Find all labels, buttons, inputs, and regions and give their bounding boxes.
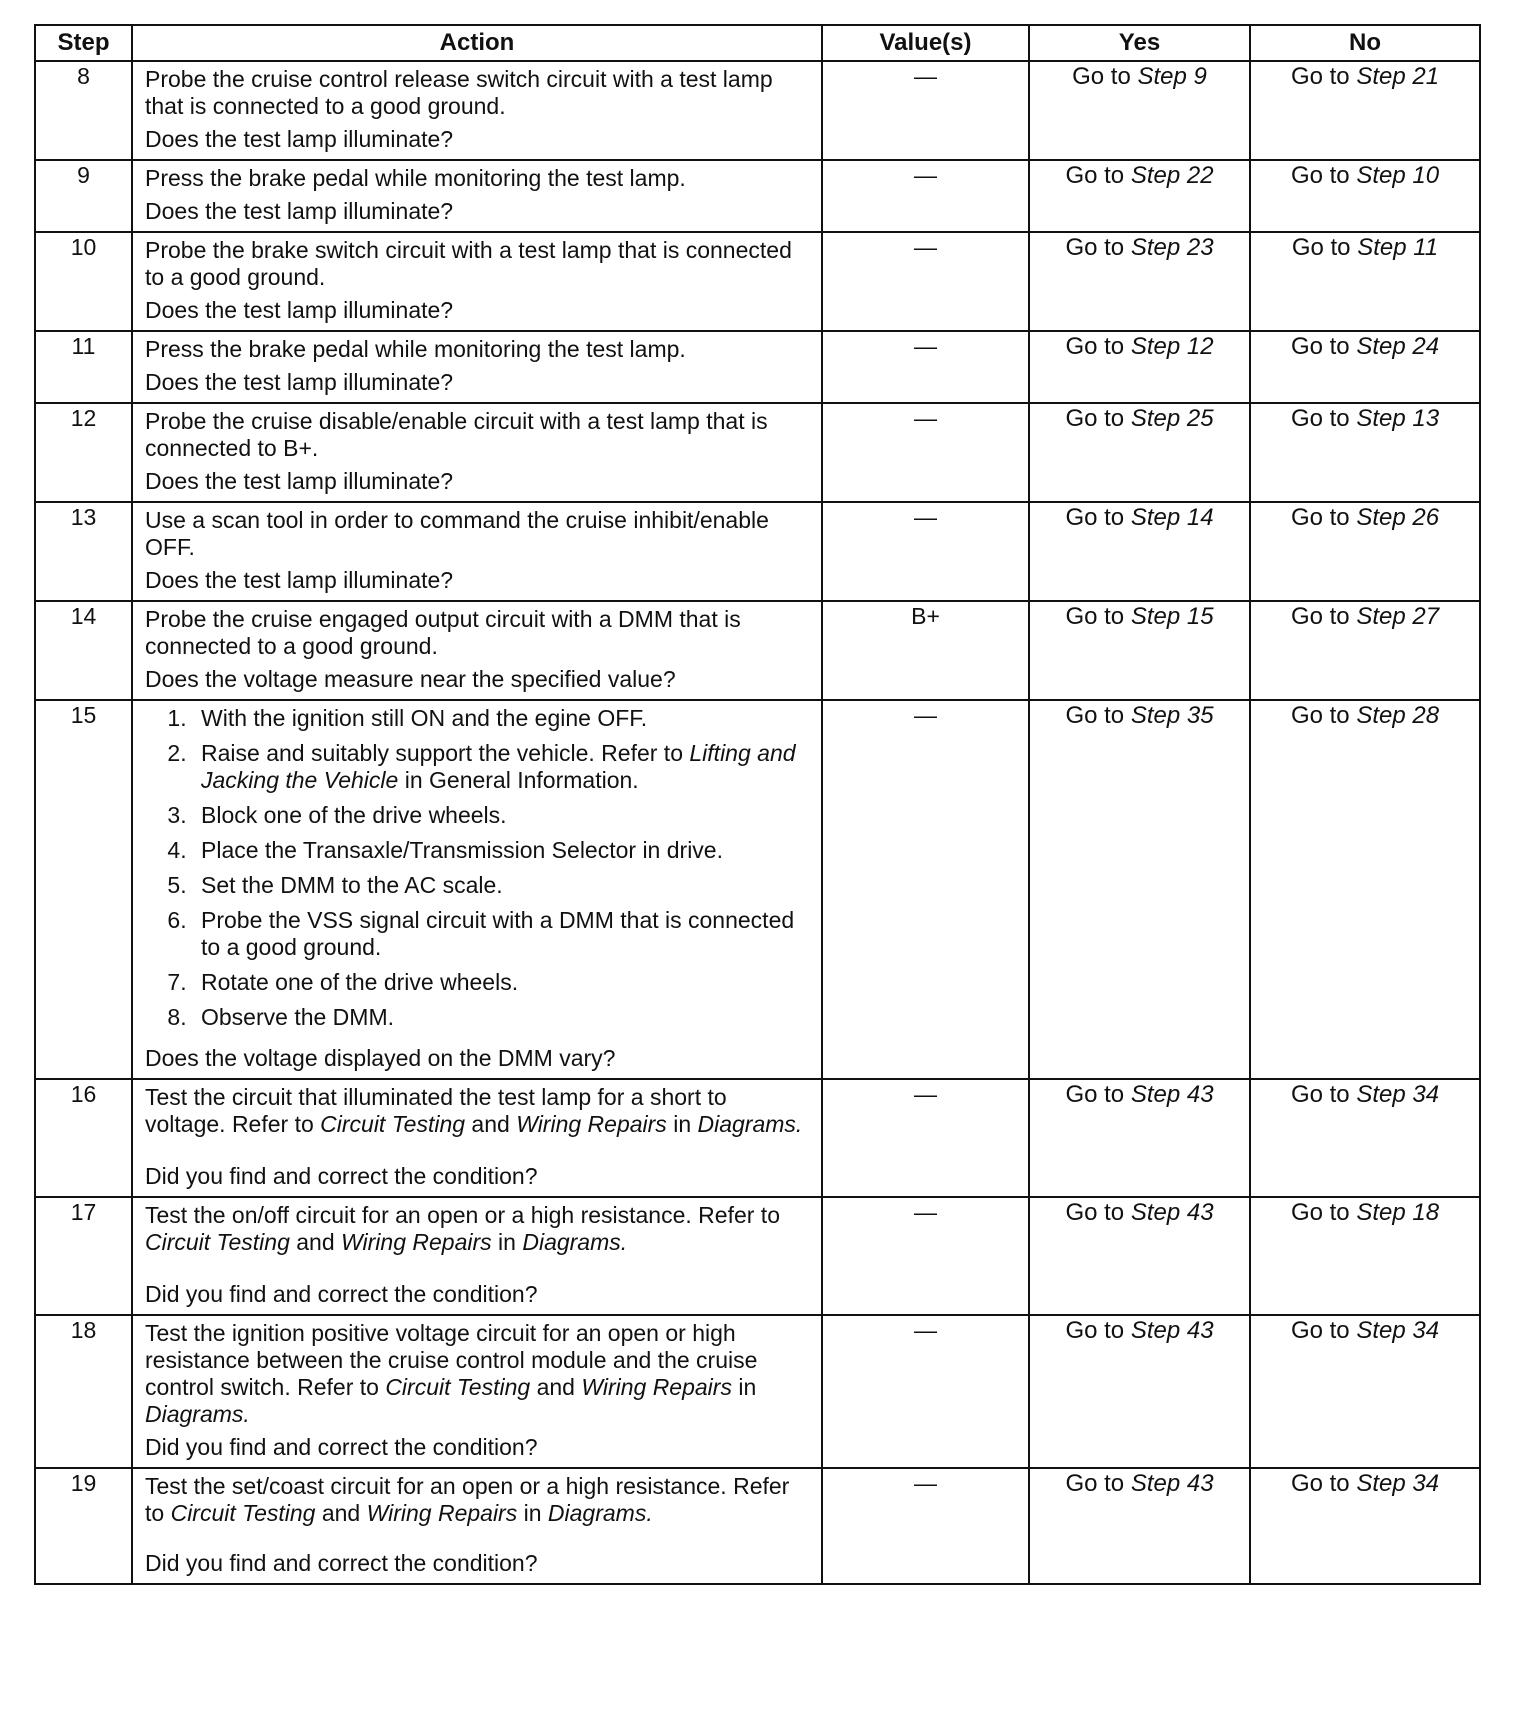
action-text: Rotate one of the drive wheels. [201, 969, 519, 995]
no-step-ref: Step 10 [1356, 162, 1440, 189]
reference-link-text: Circuit Testing [385, 1374, 531, 1400]
go-to-label: Go to [1290, 1199, 1350, 1226]
action-content [145, 336, 813, 396]
no-step-ref: Step 11 [1357, 234, 1439, 261]
action-cell [132, 1197, 822, 1315]
yes-result [1029, 61, 1250, 160]
go-to-label: Go to [1065, 1470, 1125, 1497]
yes-step-ref: Step 12 [1130, 333, 1214, 360]
table-row [35, 1315, 1480, 1468]
no-step-ref: Step 24 [1356, 333, 1440, 360]
table-row [35, 403, 1480, 502]
action-paragraph [145, 507, 813, 561]
no-step-ref: Step 27 [1356, 603, 1440, 630]
action-description [145, 606, 813, 660]
yes-result [1029, 1079, 1250, 1197]
no-result [1250, 601, 1480, 700]
step-number: 12 [35, 403, 132, 502]
yes-result [1029, 502, 1250, 601]
reference-link-text: Wiring Repairs [581, 1374, 732, 1400]
reference-link-text: Diagrams. [697, 1111, 803, 1137]
value-cell: — [822, 700, 1029, 1079]
go-to-label: Go to [1290, 504, 1350, 531]
go-to-label: Go to [1065, 1081, 1125, 1108]
action-cell [132, 502, 822, 601]
yes-step-ref: Step 14 [1130, 504, 1214, 531]
action-description [145, 165, 813, 192]
yes-step-ref: Step 43 [1130, 1317, 1214, 1344]
action-text: Test the ignition positive voltage circuit for an open or high resistance between the cruise control module and the cruise control switch. Refer to [145, 1320, 758, 1400]
action-text: Probe the VSS signal circuit with a DMM that is connected to a good ground. [201, 907, 795, 960]
action-text: in [517, 1500, 548, 1526]
table-row [35, 502, 1480, 601]
table-row [35, 1468, 1480, 1584]
action-cell [132, 1468, 822, 1584]
action-question: Did you find and correct the condition? [145, 1434, 538, 1460]
step-number: 17 [35, 1197, 132, 1315]
yes-result [1029, 160, 1250, 232]
substep-item [193, 1004, 813, 1031]
yes-step-ref: Step 9 [1137, 63, 1207, 90]
go-to-label: Go to [1065, 1199, 1125, 1226]
action-cell [132, 61, 822, 160]
action-paragraph [145, 1320, 813, 1428]
action-text: Block one of the drive wheels. [201, 802, 507, 828]
action-text: Press the brake pedal while monitoring the test lamp. [145, 165, 686, 191]
action-content [145, 408, 813, 495]
action-question: Does the test lamp illuminate? [145, 126, 454, 152]
action-description [145, 1202, 813, 1256]
yes-step-ref: Step 23 [1130, 234, 1214, 261]
go-to-label: Go to [1290, 333, 1350, 360]
table-row [35, 232, 1480, 331]
go-to-label: Go to [1291, 234, 1351, 261]
go-to-label: Go to [1290, 63, 1350, 90]
no-result [1250, 160, 1480, 232]
step-number: 16 [35, 1079, 132, 1197]
action-text: Set the DMM to the AC scale. [201, 872, 503, 898]
reference-link-text: Diagrams. [547, 1500, 653, 1526]
header-no: No [1250, 25, 1480, 61]
action-content [145, 66, 813, 153]
action-text: and [465, 1111, 517, 1137]
table-row [35, 700, 1480, 1079]
value-cell: — [822, 502, 1029, 601]
go-to-label: Go to [1072, 63, 1131, 90]
no-step-ref: Step 18 [1356, 1199, 1440, 1226]
action-content [145, 1473, 813, 1577]
action-text: Test the on/off circuit for an open or a high resistance. Refer to [145, 1202, 780, 1228]
no-step-ref: Step 34 [1356, 1317, 1440, 1344]
action-text: Probe the cruise control release switch circuit with a test lamp that is connected to a good ground. [145, 66, 773, 119]
action-text: in [491, 1229, 523, 1255]
no-result [1250, 61, 1480, 160]
substep-list [145, 705, 813, 1031]
go-to-label: Go to [1065, 702, 1125, 729]
step-number: 15 [35, 700, 132, 1079]
substep-item [193, 969, 813, 996]
action-text: Press the brake pedal while monitoring the test lamp. [145, 336, 686, 362]
yes-step-ref: Step 35 [1130, 702, 1214, 729]
header-action: Action [132, 25, 822, 61]
value-cell: — [822, 1079, 1029, 1197]
no-step-ref: Step 34 [1356, 1470, 1440, 1497]
action-cell [132, 700, 822, 1079]
header-row [35, 25, 1480, 61]
action-description [145, 1473, 813, 1527]
action-text: Probe the brake switch circuit with a test lamp that is connected to a good ground. [145, 237, 792, 290]
value-cell: — [822, 403, 1029, 502]
header-values: Value(s) [822, 25, 1029, 61]
step-number: 9 [35, 160, 132, 232]
yes-result [1029, 700, 1250, 1079]
no-result [1250, 1315, 1480, 1468]
action-text: and [530, 1374, 582, 1400]
action-text: in General Information. [398, 767, 639, 793]
step-number: 8 [35, 61, 132, 160]
reference-link-text: Wiring Repairs [366, 1500, 518, 1526]
action-content [145, 1202, 813, 1308]
action-content [145, 1320, 813, 1461]
action-cell [132, 232, 822, 331]
yes-result [1029, 1468, 1250, 1584]
reference-link-text: Wiring Repairs [516, 1111, 667, 1137]
action-cell [132, 601, 822, 700]
action-paragraph [145, 408, 813, 462]
yes-step-ref: Step 25 [1130, 405, 1214, 432]
go-to-label: Go to [1290, 405, 1350, 432]
header-step: Step [35, 25, 132, 61]
go-to-label: Go to [1065, 234, 1125, 261]
action-question: Does the test lamp illuminate? [145, 468, 454, 494]
go-to-label: Go to [1290, 162, 1350, 189]
table-row [35, 331, 1480, 403]
action-content [145, 237, 813, 324]
action-description [145, 1084, 813, 1138]
substep-item [193, 907, 813, 961]
go-to-label: Go to [1290, 1470, 1350, 1497]
action-paragraph [145, 1202, 813, 1256]
action-question: Did you find and correct the condition? [145, 1163, 538, 1189]
value-cell: — [822, 160, 1029, 232]
reference-link-text: Wiring Repairs [341, 1229, 492, 1255]
action-content [145, 507, 813, 594]
value-cell: — [822, 232, 1029, 331]
step-number: 14 [35, 601, 132, 700]
action-content [145, 1084, 813, 1190]
substep-item [193, 837, 813, 864]
go-to-label: Go to [1290, 1081, 1350, 1108]
action-paragraph [145, 336, 813, 363]
substep-item [193, 872, 813, 899]
action-description [145, 66, 813, 120]
value-cell: — [822, 1468, 1029, 1584]
table-row [35, 160, 1480, 232]
go-to-label: Go to [1065, 405, 1125, 432]
no-result [1250, 700, 1480, 1079]
action-description [145, 1320, 813, 1428]
table-row [35, 1079, 1480, 1197]
action-text: Test the set/coast circuit for an open or a high resistance. Refer to [145, 1473, 790, 1526]
action-text: in [731, 1374, 757, 1400]
action-text: Raise and suitably support the vehicle. Refer to [201, 740, 690, 766]
no-result [1250, 1079, 1480, 1197]
go-to-label: Go to [1065, 603, 1125, 630]
yes-result [1029, 403, 1250, 502]
no-step-ref: Step 13 [1356, 405, 1440, 432]
step-number: 10 [35, 232, 132, 331]
no-step-ref: Step 26 [1356, 504, 1440, 531]
action-text: in [666, 1111, 698, 1137]
action-cell [132, 331, 822, 403]
action-description [145, 408, 813, 462]
no-step-ref: Step 34 [1356, 1081, 1440, 1108]
no-result [1250, 403, 1480, 502]
step-number: 18 [35, 1315, 132, 1468]
value-cell: — [822, 1315, 1029, 1468]
yes-result [1029, 1197, 1250, 1315]
action-content [145, 165, 813, 225]
reference-link-text: Diagrams. [522, 1229, 628, 1255]
action-cell [132, 403, 822, 502]
yes-result [1029, 232, 1250, 331]
action-paragraph [145, 165, 813, 192]
yes-step-ref: Step 43 [1130, 1081, 1214, 1108]
reference-link-text: Circuit Testing [320, 1111, 466, 1137]
substep-item [193, 740, 813, 794]
reference-link-text: Circuit Testing [145, 1229, 290, 1255]
step-number: 11 [35, 331, 132, 403]
step-number: 13 [35, 502, 132, 601]
yes-step-ref: Step 43 [1130, 1199, 1214, 1226]
substep-item [193, 802, 813, 829]
action-cell [132, 1315, 822, 1468]
action-paragraph [145, 1084, 813, 1138]
yes-step-ref: Step 22 [1130, 162, 1214, 189]
no-step-ref: Step 28 [1356, 702, 1440, 729]
go-to-label: Go to [1065, 504, 1125, 531]
value-cell: — [822, 331, 1029, 403]
table-row [35, 601, 1480, 700]
action-paragraph [145, 237, 813, 291]
yes-step-ref: Step 43 [1130, 1470, 1214, 1497]
action-text: With the ignition still ON and the egine OFF. [201, 705, 648, 731]
no-result [1250, 502, 1480, 601]
action-text: Test the circuit that illuminated the test lamp for a short to voltage. Refer to [145, 1084, 727, 1137]
action-paragraph [145, 606, 813, 660]
no-result [1250, 232, 1480, 331]
action-question: Does the test lamp illuminate? [145, 369, 454, 395]
value-cell: — [822, 61, 1029, 160]
action-cell [132, 160, 822, 232]
table-body [35, 61, 1480, 1584]
no-step-ref: Step 21 [1356, 63, 1440, 90]
header-yes: Yes [1029, 25, 1250, 61]
action-content [145, 705, 813, 1072]
action-question: Does the test lamp illuminate? [145, 198, 454, 224]
action-text: Probe the cruise disable/enable circuit with a test lamp that is connected to B+. [145, 408, 768, 461]
action-question: Did you find and correct the condition? [145, 1281, 538, 1307]
yes-result [1029, 601, 1250, 700]
action-question: Does the voltage measure near the specified value? [145, 666, 676, 692]
action-text: Probe the cruise engaged output circuit with a DMM that is connected to a good ground. [145, 606, 741, 659]
action-paragraph [145, 1473, 813, 1527]
action-description [145, 507, 813, 561]
reference-link-text: Lifting and Jacking the Vehicle [201, 740, 796, 793]
action-text: Place the Transaxle/Transmission Selector in drive. [201, 837, 723, 863]
value-cell: — [822, 1197, 1029, 1315]
action-description [145, 705, 813, 1039]
action-text: and [289, 1229, 342, 1255]
go-to-label: Go to [1065, 333, 1125, 360]
no-result [1250, 1468, 1480, 1584]
action-paragraph [145, 66, 813, 120]
action-description [145, 237, 813, 291]
action-question: Did you find and correct the condition? [145, 1550, 538, 1576]
value-cell: B+ [822, 601, 1029, 700]
table-row [35, 61, 1480, 160]
yes-step-ref: Step 15 [1130, 603, 1214, 630]
yes-result [1029, 331, 1250, 403]
action-text: Use a scan tool in order to command the cruise inhibit/enable OFF. [145, 507, 769, 560]
action-question: Does the test lamp illuminate? [145, 567, 454, 593]
reference-link-text: Circuit Testing [170, 1500, 316, 1526]
step-number: 19 [35, 1468, 132, 1584]
action-question: Does the voltage displayed on the DMM vary? [145, 1045, 616, 1071]
go-to-label: Go to [1290, 1317, 1350, 1344]
action-cell [132, 1079, 822, 1197]
reference-link-text: Diagrams. [145, 1401, 250, 1427]
action-question: Does the test lamp illuminate? [145, 297, 454, 323]
action-text: and [315, 1500, 367, 1526]
no-result [1250, 1197, 1480, 1315]
go-to-label: Go to [1290, 702, 1350, 729]
table-row [35, 1197, 1480, 1315]
substep-item [193, 705, 813, 732]
go-to-label: Go to [1290, 603, 1350, 630]
go-to-label: Go to [1065, 1317, 1125, 1344]
diagnostic-table [34, 24, 1481, 1585]
yes-result [1029, 1315, 1250, 1468]
action-description [145, 336, 813, 363]
no-result [1250, 331, 1480, 403]
action-content [145, 606, 813, 693]
go-to-label: Go to [1065, 162, 1125, 189]
action-text: Observe the DMM. [201, 1004, 394, 1030]
